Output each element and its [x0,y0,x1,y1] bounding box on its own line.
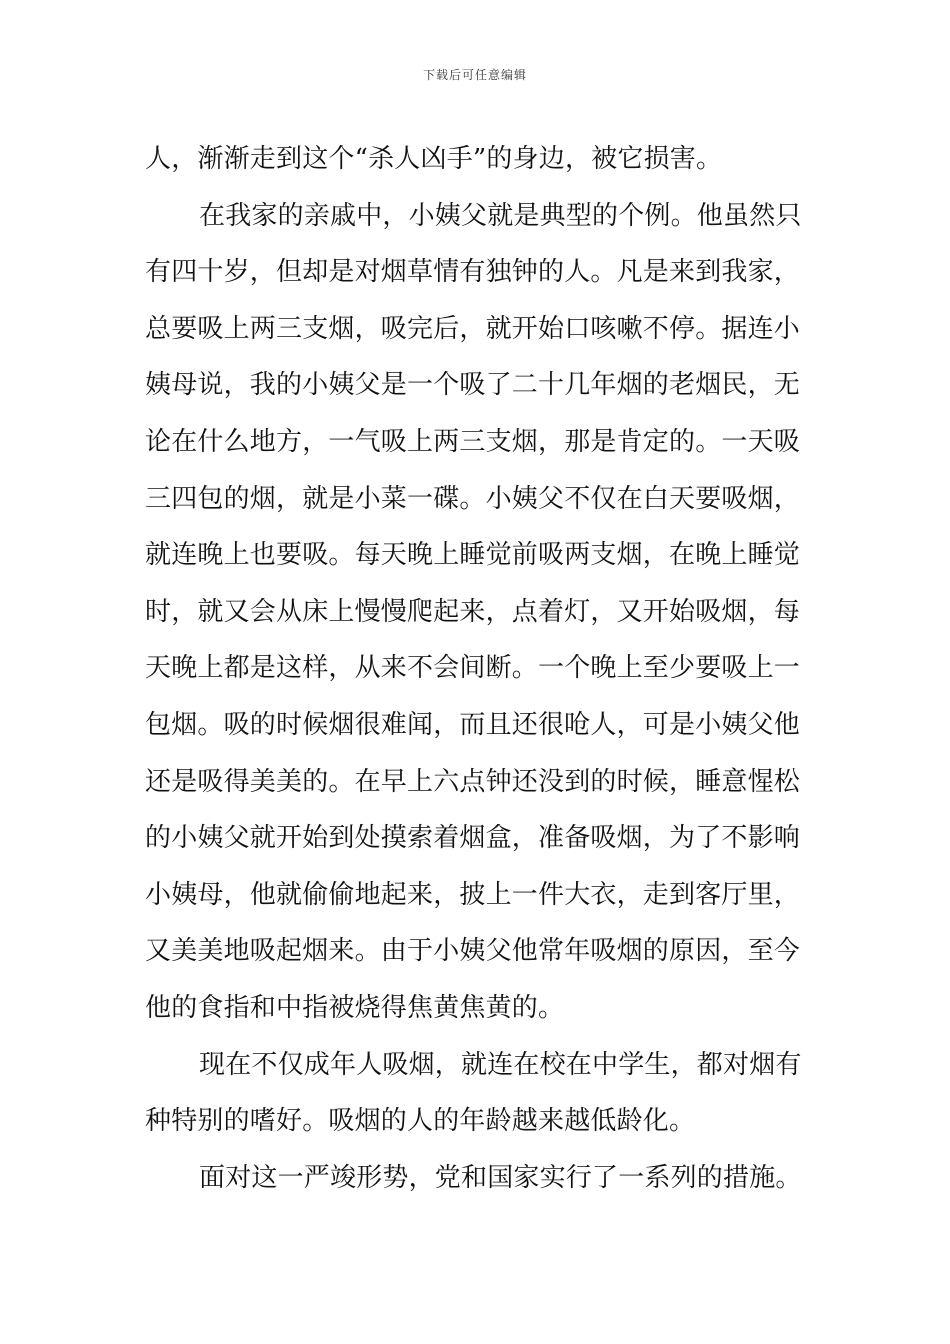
text-line: 论在什么地方，一气吸上两三支烟，那是肯定的。一天吸 [145,426,801,457]
document-body [145,131,809,1206]
text-line: 小姨母，他就偷偷地起来，披上一件大衣，走到客厅里， [145,879,801,910]
text-line: 有四十岁，但却是对烟草情有独钟的人。凡是来到我家， [145,257,801,288]
text-line: 天晚上都是这样，从来不会间断。一个晚上至少要吸上一 [145,653,801,684]
text-line: 包烟。吸的时候烟很难闻，而且还很呛人，可是小姨父他 [145,709,801,740]
text-line: 总要吸上两三支烟，吸完后，就开始口咳嗽不停。据连小 [145,313,801,344]
text-line: 就连晚上也要吸。每天晚上睡觉前吸两支烟，在晚上睡觉 [145,540,801,571]
text-line: 三四包的烟，就是小菜一碟。小姨父不仅在白天要吸烟， [145,483,801,514]
text-line: 的小姨父就开始到处摸索着烟盒，准备吸烟，为了不影响 [145,823,801,854]
text-line: 姨母说，我的小姨父是一个吸了二十几年烟的老烟民，无 [145,370,801,401]
text-line: 现在不仅成年人吸烟，就连在校在中学生，都对烟有 [199,1049,802,1080]
text-line: 他的食指和中指被烧得焦黄焦黄的。 [145,992,565,1023]
text-line: 人，渐渐走到这个“杀人凶手”的身边，被它损害。 [145,144,723,174]
text-line: 在我家的亲戚中，小姨父就是典型的个例。他虽然只 [199,200,802,231]
text-line: 还是吸得美美的。在早上六点钟还没到的时候，睡意惺松 [145,766,801,797]
text-line: 时，就又会从床上慢慢爬起来，点着灯，又开始吸烟，每 [145,596,801,627]
text-line: 种特别的嗜好。吸烟的人的年龄越来越低龄化。 [145,1106,696,1137]
page-header: 下载后可任意编辑 [422,68,527,82]
text-line: 面对这一严竣形势，党和国家实行了一系列的措施。 [199,1162,802,1193]
text-line: 又美美地吸起烟来。由于小姨父他常年吸烟的原因，至今 [145,936,801,967]
